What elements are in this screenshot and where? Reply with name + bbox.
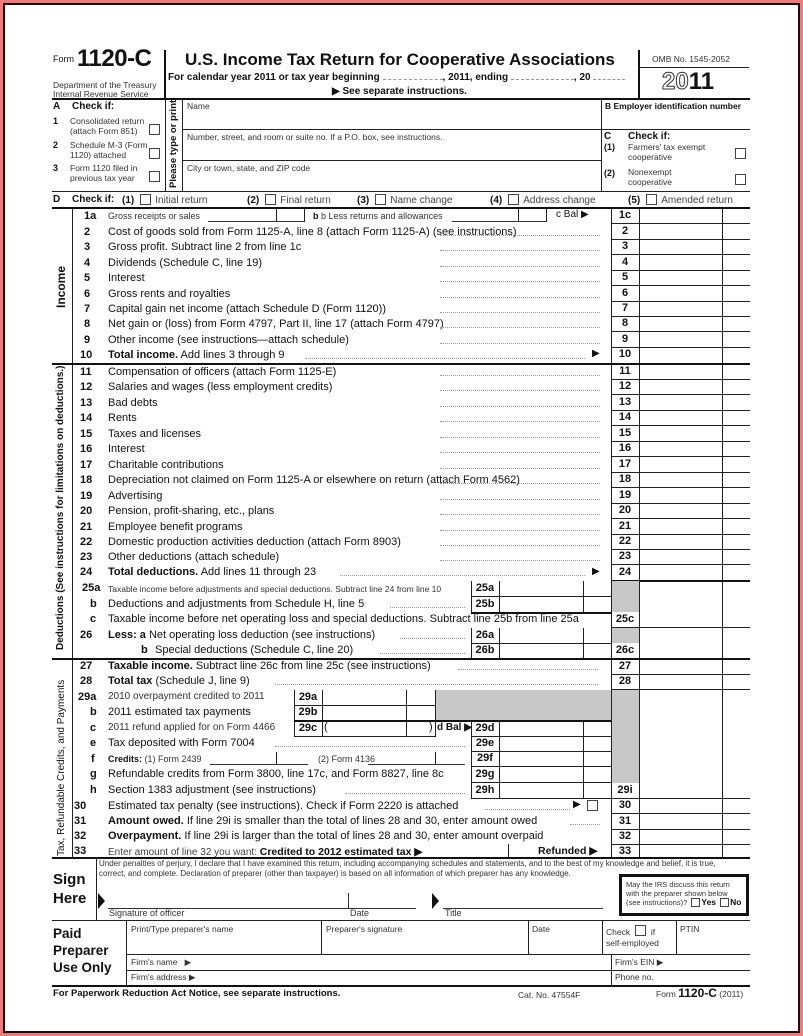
line-28-amount[interactable] (640, 674, 750, 689)
line-3-amount[interactable] (640, 239, 750, 254)
sign-arrow-icon (98, 893, 105, 909)
section-a-label: Check if: (72, 101, 115, 112)
line-25a-amount[interactable] (500, 581, 611, 596)
ein-field[interactable]: B Employer identification number (605, 101, 742, 111)
line-23-amount[interactable] (640, 549, 750, 564)
consolidated-return-checkbox[interactable] (149, 124, 160, 135)
line-29h-amount[interactable] (500, 783, 611, 798)
line-13-amount[interactable] (640, 395, 750, 410)
line-30-amount[interactable] (640, 798, 750, 813)
line-15-amount[interactable] (640, 426, 750, 441)
nonexempt-cooperative-checkbox[interactable] (735, 174, 746, 185)
section-c-label: Check if: (628, 131, 671, 142)
phone-field[interactable]: Phone no. (615, 972, 654, 982)
title-arrow-icon (432, 893, 439, 909)
dept-treasury: Department of the Treasury (53, 80, 157, 90)
street-address-field[interactable]: Number, street, and room or suite no. If a P.O. box, see instructions. (187, 132, 443, 142)
line-7-amount[interactable] (640, 301, 750, 316)
amended-return-option[interactable]: (5) Amended return (628, 195, 733, 206)
line-29f-amount[interactable] (500, 751, 611, 766)
income-section-label: Income (54, 265, 68, 308)
line-25b-amount[interactable] (500, 597, 611, 612)
arrow-icon: ▶ (592, 348, 600, 359)
line-29d-amount[interactable] (500, 721, 611, 736)
ptin-field[interactable]: PTIN (680, 924, 700, 934)
self-employed-checkbox[interactable] (635, 925, 646, 936)
irs-discuss-box: May the IRS discuss this return with the preparer shown below (see instructions)? Yes No (619, 874, 749, 916)
line-12-amount[interactable] (640, 379, 750, 394)
officer-title-field[interactable] (443, 893, 603, 909)
line-10-amount[interactable] (640, 347, 750, 362)
form-4136-credit-input[interactable] (368, 752, 465, 765)
omb-number: OMB No. 1545-2052 (652, 54, 730, 64)
initial-return-checkbox[interactable] (140, 194, 151, 205)
line-18-amount[interactable] (640, 472, 750, 487)
line-9-amount[interactable] (640, 332, 750, 347)
line-29g-amount[interactable] (500, 767, 611, 782)
line-33-amount[interactable] (640, 844, 750, 857)
line-5-amount[interactable] (640, 270, 750, 285)
tax-year-line: For calendar year 2011 or tax year beginning , 2011, ending , 20 (168, 70, 625, 83)
returns-allowances-input[interactable] (452, 208, 546, 222)
line-8-amount[interactable] (640, 316, 750, 331)
amended-return-checkbox[interactable] (646, 194, 657, 205)
line-27-amount[interactable] (640, 659, 750, 674)
line-25c-amount[interactable] (640, 612, 750, 627)
name-change-checkbox[interactable] (375, 194, 386, 205)
preparer-signature-field[interactable]: Preparer's signature (326, 924, 403, 934)
officer-date-field[interactable] (348, 893, 416, 909)
form-title: U.S. Income Tax Return for Cooperative Associations (185, 50, 615, 69)
form-2439-credit-input[interactable] (210, 752, 308, 765)
line-20-amount[interactable] (640, 503, 750, 518)
line-1c-amount[interactable] (640, 208, 750, 223)
gross-receipts-input[interactable] (208, 208, 304, 222)
tax-section-label: Tax, Refundable Credits, and Payments (56, 679, 67, 856)
footer-form-id: Form 1120-C (2011) (656, 986, 744, 1000)
name-change-option[interactable]: (3) Name change (357, 195, 453, 206)
line-29i-amount[interactable] (640, 783, 750, 798)
officer-signature-field[interactable] (108, 893, 348, 909)
name-field[interactable]: Name (187, 101, 210, 111)
line-24-amount[interactable] (640, 565, 750, 580)
address-change-option[interactable]: (4) Address change (490, 195, 596, 206)
line-26b-amount[interactable] (500, 643, 611, 658)
tax-year: 2011 (662, 68, 715, 95)
line-17-amount[interactable] (640, 457, 750, 472)
line-6-amount[interactable] (640, 286, 750, 301)
line-4-amount[interactable] (640, 255, 750, 270)
please-type-or-print-label: Please type or print (168, 99, 179, 188)
catalog-number: Cat. No. 47554F (518, 990, 581, 1000)
line-16-amount[interactable] (640, 441, 750, 456)
deductions-section-label: Deductions (See instructions for limitations on deductions.) (55, 365, 66, 650)
line-19-amount[interactable] (640, 488, 750, 503)
line-26c-amount[interactable] (640, 643, 750, 658)
tax-year-begin-field[interactable] (383, 70, 443, 80)
irs-discuss-yes-checkbox[interactable] (691, 898, 700, 907)
see-instructions: ▶ See separate instructions. (332, 86, 467, 97)
line-29a-amount[interactable] (323, 690, 435, 705)
form-number: 1120-C (77, 45, 152, 72)
line-11-amount[interactable] (640, 364, 750, 379)
paperwork-notice: For Paperwork Reduction Act Notice, see separate instructions. (53, 988, 341, 999)
line-2-amount[interactable] (640, 224, 750, 239)
preparer-name-field[interactable]: Print/Type preparer's name (131, 924, 234, 934)
tax-year-end-field[interactable] (511, 70, 574, 80)
line-22-amount[interactable] (640, 534, 750, 549)
paid-preparer-label: Paid Preparer Use Only (53, 926, 112, 975)
preparer-date-field[interactable]: Date (532, 924, 550, 934)
form-2220-attached-checkbox[interactable] (587, 800, 598, 811)
final-return-checkbox[interactable] (265, 194, 276, 205)
city-state-zip-field[interactable]: City or town, state, and ZIP code (187, 163, 311, 173)
schedule-m3-checkbox[interactable] (149, 148, 160, 159)
final-return-option[interactable]: (2) Final return (247, 195, 331, 206)
initial-return-option[interactable]: (1) Initial return (122, 195, 208, 206)
line-31-amount[interactable] (640, 814, 750, 829)
line-32-amount[interactable] (640, 829, 750, 844)
firm-address-field[interactable]: Firm's address ▶ (131, 972, 196, 982)
irs-label: Internal Revenue Service (53, 89, 149, 99)
perjury-declaration: Under penalties of perjury, I declare that I have examined this return, including accompanying schedules and statements, and to the best of my knowledge and belief, it is true, correct, and complete. Declaration of preparer (other than taxpayer) is based on all information of which preparer has any knowledge. (99, 859, 716, 878)
credited-estimated-tax-input[interactable] (436, 844, 508, 857)
arrow-icon: ▶ (592, 566, 600, 577)
address-change-checkbox[interactable] (508, 194, 519, 205)
line-29c-amount[interactable] (330, 721, 430, 736)
line-26a-amount[interactable] (500, 628, 611, 643)
line-14-amount[interactable] (640, 410, 750, 425)
line-29e-amount[interactable] (500, 736, 611, 751)
section-d-label: Check if: (72, 194, 115, 205)
line-29b-amount[interactable] (323, 705, 435, 720)
sign-here-label: Sign Here (53, 871, 87, 907)
firm-ein-field[interactable]: Firm's EIN ▶ (615, 957, 664, 967)
farmers-tax-exempt-checkbox[interactable] (735, 148, 746, 159)
arrow-icon: ▶ (573, 799, 581, 810)
firm-name-field[interactable]: Firm's name ▶ (131, 957, 192, 967)
form-prefix: Form (53, 54, 74, 64)
line-21-amount[interactable] (640, 519, 750, 534)
tax-year-end-year-field[interactable] (593, 70, 625, 80)
form-1120-filed-checkbox[interactable] (149, 171, 160, 182)
irs-discuss-no-checkbox[interactable] (720, 898, 729, 907)
